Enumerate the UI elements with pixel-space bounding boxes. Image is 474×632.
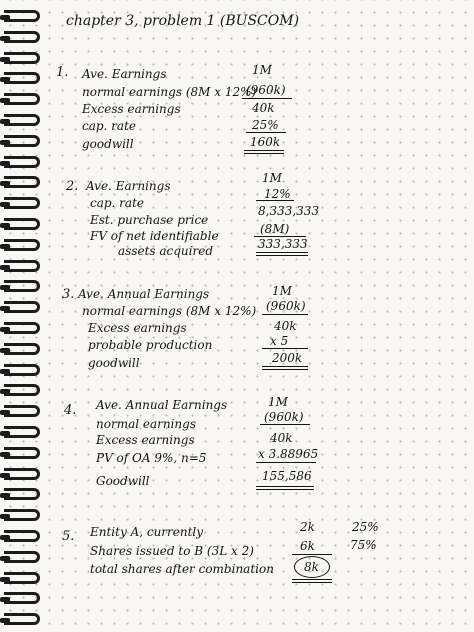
problem-4-line-normal-earnings: normal earnings [96,417,197,431]
problem-5-value-total-shares: 8k [304,560,319,574]
problem-1-double-underline [244,150,284,154]
spiral-coil [4,488,40,500]
problem-5-line-entity-a: Entity A, currently [90,525,204,539]
problem-3-line-excess-earnings: Excess earnings [88,321,187,335]
problem-4-double-underline [256,486,314,490]
spiral-coil [4,592,40,604]
problem-4-line-excess-earnings: Excess earnings [96,433,195,447]
problem-1-line-goodwill: goodwill [82,137,134,151]
problem-5-line-shares-issued: Shares issued to B (3L x 2) [90,544,254,558]
spiral-coil [4,72,40,84]
problem-1-line-cap-rate: cap. rate [82,119,136,133]
spiral-coil [4,364,40,376]
spiral-coil [4,114,40,126]
problem-2-underline [256,200,294,201]
problem-1-line-normal-earnings: normal earnings (8M x 12%) [82,85,257,99]
problem-4-value-ave-annual-earnings: 1M [268,395,288,409]
problem-2-value-purchase-price: 8,333,333 [258,204,320,218]
spiral-coil [4,260,40,272]
problem-4-value-pv-of-oa: x 3.88965 [258,447,319,461]
problem-4-line-goodwill: Goodwill [96,474,150,488]
problem-5-percent-shares-issued: 75% [350,538,377,552]
problem-5-underline [292,554,332,555]
problem-2-value-goodwill: 333,333 [258,237,308,251]
spiral-coil [4,530,40,542]
problem-2-line-cap-rate: cap. rate [90,196,144,210]
problem-3-line-ave-annual-earnings: Ave. Annual Earnings [78,287,210,301]
spiral-coil [4,135,40,147]
problem-3-value-probable-production: x 5 [270,334,289,348]
spiral-coil [4,384,40,396]
spiral-coil [4,551,40,563]
problem-3-line-probable-production: probable production [88,338,213,352]
spiral-coil [4,468,40,480]
spiral-coil [4,176,40,188]
problem-3-line-goodwill: goodwill [88,356,140,370]
problem-4-value-normal-earnings: (960k) [264,410,304,424]
problem-3-value-ave-annual-earnings: 1M [272,284,292,298]
problem-3-line-normal-earnings: normal earnings (8M x 12%) [82,304,257,318]
problem-5-total-circle [294,556,330,578]
problem-5-double-underline [292,579,332,583]
spiral-coil [4,613,40,625]
spiral-coil [4,93,40,105]
problem-4-value-goodwill: 155,586 [262,469,312,483]
problem-5-value-shares-issued: 6k [300,539,315,553]
spiral-coil [4,239,40,251]
problem-5-percent-entity-a: 25% [352,520,379,534]
problem-1-line-ave-earnings: Ave. Earnings [82,67,167,81]
problem-4-value-excess-earnings: 40k [270,431,293,445]
problem-2-line-ave-earnings: Ave. Earnings [86,179,171,193]
problem-4-line-ave-annual-earnings: Ave. Annual Earnings [96,398,228,412]
problem-3-underline [262,348,308,349]
spiral-coil [4,52,40,64]
problem-1-number: 1. [56,65,69,80]
problem-2-value-cap-rate: 12% [264,187,291,201]
spiral-coil [4,405,40,417]
problem-2-line-purchase-price: Est. purchase price [90,213,209,227]
problem-2-line-assets-acquired: assets acquired [118,244,214,258]
spiral-binding [0,0,44,632]
problem-4-line-pv-of-oa: PV of OA 9%, n=5 [96,451,207,465]
spiral-coil [4,197,40,209]
problem-2-value-ave-earnings: 1M [262,171,282,185]
problem-4-underline [260,424,310,425]
spiral-coil [4,301,40,313]
problem-4-underline [256,462,316,463]
problem-1-value-ave-earnings: 1M [252,63,272,77]
problem-1-underline [246,132,286,133]
problem-5-number: 5. [62,529,75,544]
spiral-coil [4,426,40,438]
problem-3-value-normal-earnings: (960k) [266,299,306,313]
problem-5-value-entity-a: 2k [300,520,315,534]
problem-3-double-underline [262,366,308,370]
problem-1-line-excess-earnings: Excess earnings [82,102,181,116]
spiral-coil [4,509,40,521]
problem-3-value-goodwill: 200k [272,351,303,365]
spiral-coil [4,280,40,292]
problem-5-line-total-shares: total shares after combination [90,562,274,576]
problem-1-value-goodwill: 160k [250,135,281,149]
spiral-coil [4,322,40,334]
page-title: chapter 3, problem 1 (BUSCOM) [66,13,300,29]
problem-1-underline [242,98,292,99]
spiral-coil [4,447,40,459]
spiral-coil [4,343,40,355]
problem-3-underline [262,314,308,315]
problem-1-value-cap-rate: 25% [252,118,279,132]
problem-1-value-normal-earnings: (960k) [246,83,286,97]
problem-4-number: 4. [64,403,77,418]
problem-2-number: 2. [66,179,79,194]
problem-3-value-excess-earnings: 40k [274,319,297,333]
problem-1-value-excess-earnings: 40k [252,101,275,115]
problem-2-double-underline [256,252,308,256]
problem-2-value-fv-net-assets: (8M) [260,222,290,236]
spiral-coil [4,572,40,584]
spiral-coil [4,10,40,22]
spiral-coil [4,218,40,230]
problem-3-number: 3. [62,287,75,302]
problem-2-line-fv-net-identifiable: FV of net identifiable [90,229,219,243]
spiral-coil [4,31,40,43]
spiral-coil [4,156,40,168]
